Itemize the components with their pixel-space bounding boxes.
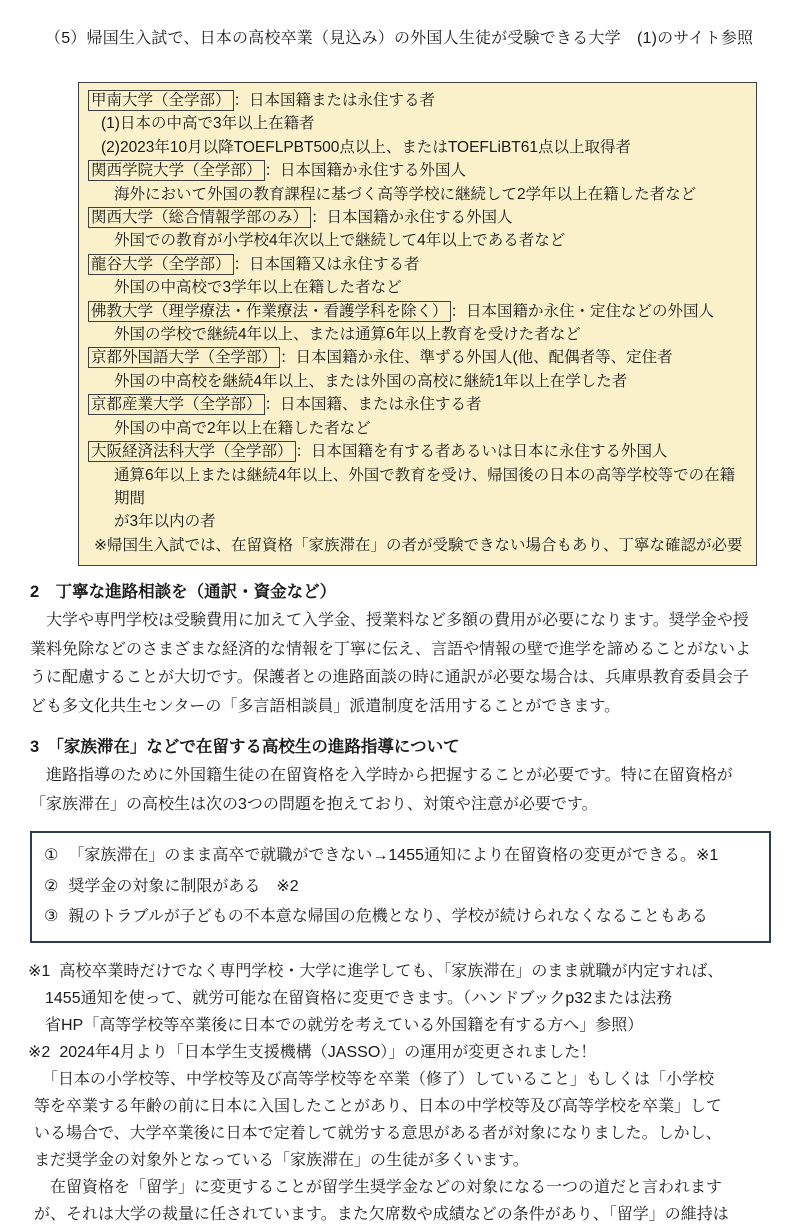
footnote-2-line: いる場合で、大学卒業後に日本で定着して就労する意思がある者が対象になりました。しかし、	[34, 1124, 722, 1142]
problem-number: ③	[44, 908, 59, 926]
university-condition: ：日本国籍か永住・定住などの外国人	[450, 302, 715, 320]
university-name: 関西大学（総合情報学部のみ）	[88, 207, 311, 228]
problems-box	[30, 831, 771, 943]
university-name: 大阪経済法科大学（全学部）	[88, 441, 296, 462]
section-3-paragraph	[30, 762, 780, 819]
university-entry	[88, 89, 748, 112]
university-condition: ：日本国籍を有する者あるいは日本に永住する外国人	[295, 443, 668, 461]
paragraph-line: うに配慮することが大切です。保護者との進路面談の時に通訳が必要な場合は、兵庫県教育委員会子	[30, 669, 749, 687]
university-detail: 海外において外国の教育課程に基づく高等学校に継続して2学年以上在籍した者など	[114, 185, 697, 203]
university-entry	[88, 253, 748, 276]
problem-number: ①	[44, 847, 59, 865]
university-box-note: ※帰国生入試では、在留資格「家族滞在」の者が受験できない場合もあり、丁寧な確認が必要	[94, 536, 743, 554]
university-name: 京都産業大学（全学部）	[88, 394, 265, 415]
paragraph-line: 「家族滞在」の高校生は次の3つの問題を抱えており、対策や注意が必要です。	[30, 795, 598, 813]
university-name: 京都外国語大学（全学部）	[88, 347, 280, 368]
footnote-1-line: 省HP「高等学校等卒業後に日本での就労を考えている外国籍を有する方へ」参照）	[45, 1016, 644, 1034]
footnote-2-heading: 2024年4月より「日本学生支援機構（JASSO）」の運用が変更されました！	[59, 1043, 597, 1061]
footnote-1-label: ※1	[28, 962, 51, 980]
university-condition: ：日本国籍、または永住する者	[264, 396, 482, 414]
university-name: 佛教大学（理学療法・作業療法・看護学科を除く）	[88, 301, 451, 322]
university-requirements-box	[78, 82, 757, 566]
university-entry	[88, 159, 748, 182]
university-condition: ：日本国籍又は永住する者	[233, 255, 420, 273]
footnote-2-label: ※2	[28, 1043, 51, 1061]
section-2-heading: 2 丁寧な進路相談を（通訳・資金など）	[30, 583, 337, 602]
problem-text: 奨学金の対象に制限がある ※2	[68, 877, 299, 895]
university-condition: ：日本国籍または永住する者	[233, 92, 436, 109]
university-entry	[88, 346, 748, 369]
paragraph-line: 大学や専門学校は受験費用に加えて入学金、授業料など多額の費用が必要になります。奨学金や授	[30, 612, 749, 630]
university-detail: 外国の中高校を継続4年以上、または外国の高校に継続1年以上在学した者	[114, 372, 628, 390]
university-entry	[88, 440, 748, 463]
university-name: 関西学院大学（全学部）	[88, 160, 265, 181]
university-detail: (2)2023年10月以降TOEFLPBT500点以上、またはTOEFLiBT61点以上取得者	[101, 138, 632, 156]
university-detail: (1)日本の中高で3年以上在籍者	[101, 115, 315, 133]
university-name: 龍谷大学（全学部）	[88, 254, 234, 275]
university-entry	[88, 393, 748, 416]
university-detail: 外国の中高で2年以上在籍した者など	[114, 419, 371, 437]
paragraph-line: ども多文化共生センターの「多言語相談員」派遣制度を活用することができます。	[30, 697, 621, 715]
paragraph-line: 進路指導のために外国籍生徒の在留資格を入学時から把握することが必要です。特に在留資格が	[30, 767, 733, 785]
problem-item	[44, 872, 757, 903]
footnote-1-line: 1455通知を使って、就労可能な在留資格に変更できます。（ハンドブックp32または法務	[45, 989, 673, 1007]
university-detail: が3年以内の者	[114, 513, 216, 531]
problem-text: 「家族滞在」のまま高卒で就職ができない→1455通知により在留資格の変更ができる。※1	[68, 847, 719, 865]
university-detail: 外国での教育が小学校4年次以上で継続して4年以上である者など	[114, 232, 566, 250]
university-name: 甲南大学（全学部）	[88, 90, 234, 111]
footnote-2-line: が、それは大学の裁量に任されています。また欠席数や成績などの条件があり、「留学」の維持は	[34, 1205, 729, 1223]
footnote-2-line: 「日本の小学校等、中学校等及び高等学校等を卒業（修了）していること」もしくは「小学校	[34, 1070, 715, 1088]
university-entry	[88, 206, 748, 229]
section-3-heading: 3 「家族滞在」などで在留する高校生の進路指導について	[30, 738, 460, 757]
university-condition: ：日本国籍か永住、準ずる外国人(他、配偶者等、定住者	[280, 349, 673, 367]
page-title: （5）帰国生入試で、日本の高校卒業（見込み）の外国人生徒が受験できる大学 (1)のサイト参照	[45, 30, 754, 47]
university-detail: 外国の中高校で3学年以上在籍した者など	[114, 279, 402, 297]
paragraph-line: 業料免除などのさまざまな経済的な情報を丁寧に伝え、言語や情報の壁で進学を諦めることがないよ	[30, 640, 751, 658]
university-detail: 外国の学校で継続4年以上、または通算6年以上教育を受けた者など	[114, 326, 581, 344]
problem-item	[44, 841, 757, 872]
problem-number: ②	[44, 877, 59, 895]
problem-text: 親のトラブルが子どもの不本意な帰国の危機となり、学校が続けられなくなることもある	[68, 908, 708, 926]
university-condition: ：日本国籍か永住する外国人	[264, 162, 467, 180]
section-2-paragraph	[30, 607, 780, 721]
university-condition: ：日本国籍か永住する外国人	[311, 209, 513, 227]
footnote-2-line: 在留資格を「留学」に変更することが留学生奨学金などの対象になる一つの道だと言われます	[34, 1178, 723, 1196]
footnotes	[28, 958, 800, 1228]
footnote-1-line	[28, 958, 800, 985]
university-detail: 通算6年以上または継続4年以上、外国で教育を受け、帰国後の日本の高等学校等での在籍期間	[114, 466, 736, 507]
problem-item	[44, 902, 757, 933]
footnote-text: 高校卒業時だけでなく専門学校・大学に進学しても、「家族滞在」のまま就職が内定すれば、	[59, 962, 724, 980]
university-entry	[88, 300, 748, 323]
footnote-2-line: 等を卒業する年齢の前に日本に入国したことがあり、日本の中学校等及び高等学校を卒業」して	[34, 1097, 723, 1115]
footnote-2-line	[28, 1039, 800, 1066]
footnote-2-line: まだ奨学金の対象外となっている「家族滞在」の生徒が多くいます。	[34, 1151, 529, 1169]
